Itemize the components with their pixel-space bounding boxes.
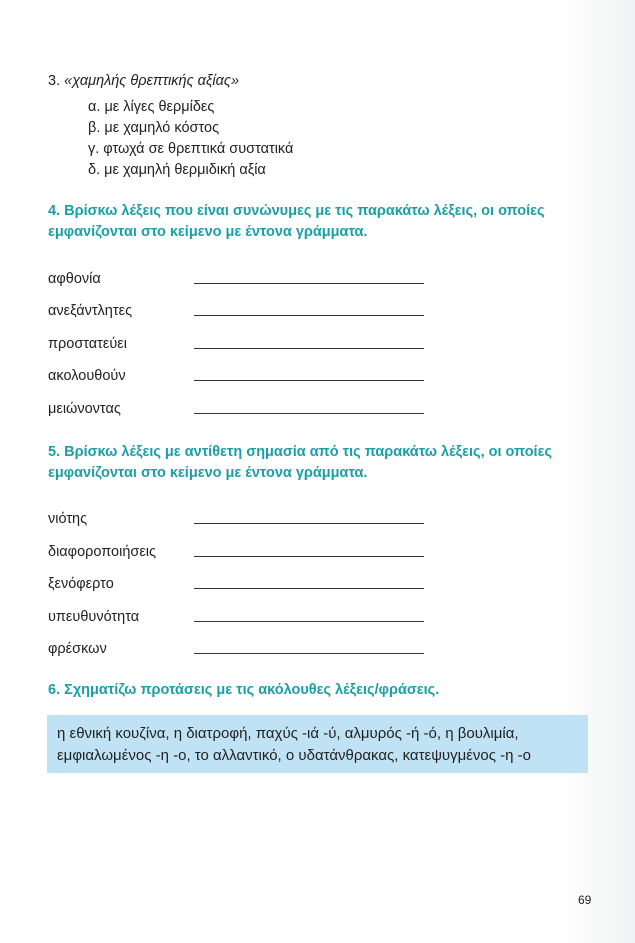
q4-word: αφθονία: [48, 270, 101, 287]
q5-row: [48, 528, 596, 561]
q3-option-a: α. με λίγες θερμίδες: [88, 99, 215, 115]
q5-row: [48, 561, 596, 594]
q4-row: [48, 320, 596, 353]
q5-word: ξενόφερτο: [48, 576, 114, 592]
q5-row: [48, 626, 596, 659]
answer-line[interactable]: [194, 401, 424, 414]
q4-row: [48, 255, 596, 288]
q4-row: [48, 288, 596, 321]
q4-word: ανεξάντλητες: [48, 303, 133, 319]
answer-line[interactable]: [194, 576, 424, 589]
q3-options: [88, 97, 596, 181]
q4-word-list: [48, 255, 596, 418]
q5-word: νιότης: [48, 511, 88, 527]
q5-word: υπευθυνότητα: [48, 608, 140, 625]
answer-line[interactable]: [194, 641, 424, 654]
answer-line[interactable]: [194, 303, 424, 316]
answer-line[interactable]: [194, 511, 424, 524]
q6-heading: 6. Σχηματίζω προτάσεις με τις ακόλουθες λέξεις/φράσεις.: [48, 682, 440, 698]
q5-word: φρέσκων: [48, 641, 107, 657]
q3-title: [48, 72, 596, 91]
answer-line[interactable]: [194, 609, 424, 622]
answer-line[interactable]: [194, 368, 424, 381]
q4-word: ακολουθούν: [48, 368, 126, 384]
q4-row: [48, 353, 596, 386]
page-number: 69: [578, 893, 592, 907]
q4-heading: 4. Βρίσκω λέξεις που είναι συνώνυμες με τις παρακάτω λέξεις, οι οποίες εμφανίζονται στο κείμενο με έντονα γράμματα.: [48, 203, 545, 240]
answer-line[interactable]: [194, 271, 424, 284]
q4-word: μειώνοντας: [48, 400, 121, 417]
q3-option-c: γ. φτωχά σε θρεπτικά συστατικά: [88, 141, 294, 157]
phrases-box: [47, 715, 588, 773]
answer-line[interactable]: [194, 336, 424, 349]
phrases-line-1: η εθνική κουζίνα, η διατροφή, παχύς -ιά -ύ, αλμυρός -ή -ό, η βουλιμία,: [57, 725, 519, 742]
q4-word: προστατεύει: [48, 335, 127, 352]
worksheet-content: [48, 72, 596, 773]
q4-row: [48, 385, 596, 418]
answer-line[interactable]: [194, 544, 424, 557]
q5-word-list: [48, 496, 596, 659]
q5-row: [48, 593, 596, 626]
q3-number: 3.: [48, 73, 65, 89]
q3-term: «χαμηλής θρεπτικής αξίας»: [64, 73, 240, 89]
q3-option-b: β. με χαμηλό κόστος: [88, 120, 220, 136]
phrases-line-2: εμφιαλωμένος -η -ο, το αλλαντικό, ο υδατάνθρακας, κατεψυγμένος -η -ο: [57, 747, 532, 764]
q5-row: [48, 496, 596, 529]
q5-word: διαφοροποιήσεις: [48, 543, 157, 560]
q3-option-d: δ. με χαμηλή θερμιδική αξία: [88, 162, 266, 178]
q5-heading: 5. Βρίσκω λέξεις με αντίθετη σημασία από τις παρακάτω λέξεις, οι οποίες εμφανίζονται στο κείμενο με έντονα γράμματα.: [48, 443, 552, 481]
